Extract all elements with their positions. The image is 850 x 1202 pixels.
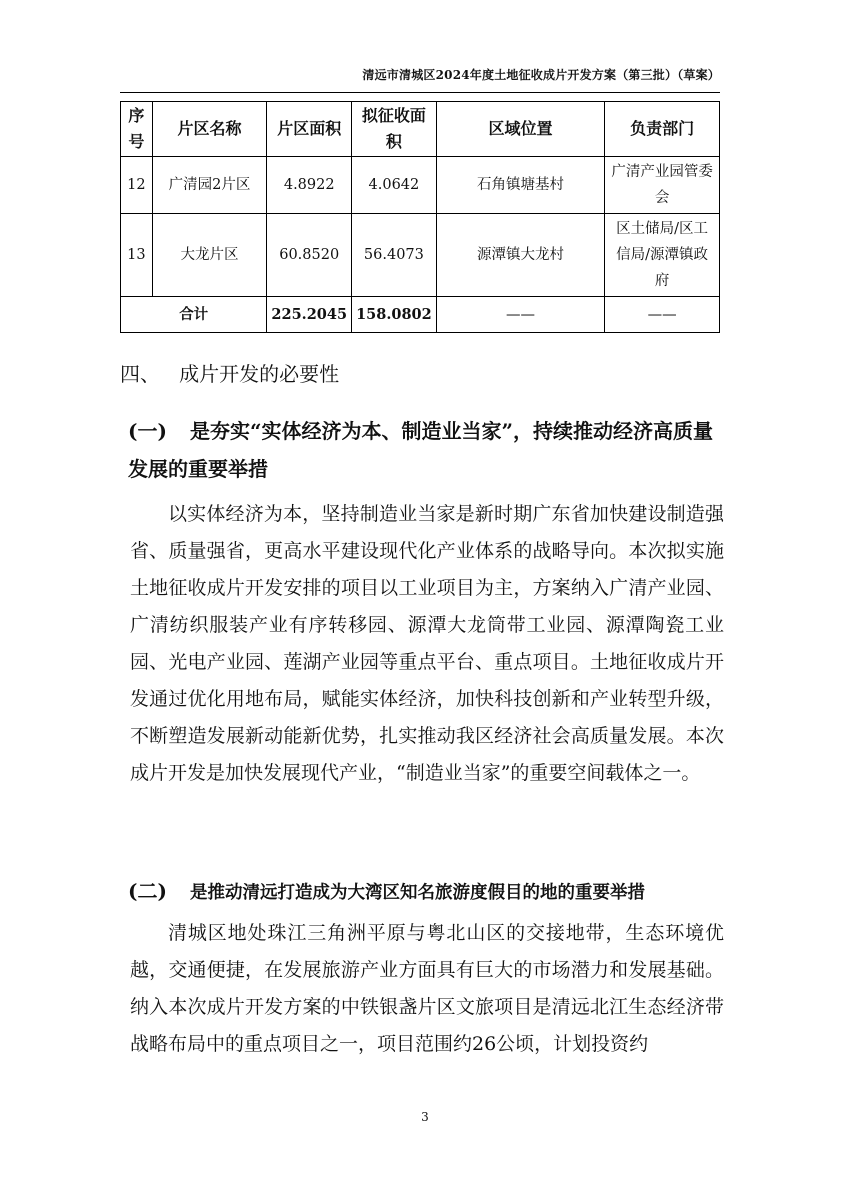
subsection-title: 是夯实“实体经济为本、制造业当家”，持续推动经济高质量发展的重要举措 [128, 419, 714, 481]
total-expropriation: 158.0802 [352, 297, 437, 333]
body-paragraph: 清城区地处珠江三角洲平原与粤北山区的交接地带，生态环境优越，交通便捷，在发展旅游产业方面具有巨大的市场潜力和发展基础。纳入本次成片开发方案的中铁银盏片区文旅项目是清远北江生态经济带战略布局中的重点项目之一，项目范围约26公顷，计划投资约 [130, 922, 724, 1055]
cell-no: 12 [121, 157, 153, 214]
column-header: 片区面积 [267, 102, 352, 157]
table-row [121, 157, 720, 214]
cell-department: 区土储局/区工信局/源潭镇政府 [605, 214, 720, 297]
subsection-number: (一) [128, 419, 167, 443]
total-department: —— [605, 297, 720, 333]
subsection-heading [128, 872, 728, 912]
subsection-number: (二) [128, 879, 167, 903]
column-header: 拟征收面积 [352, 102, 437, 157]
table-row [121, 214, 720, 297]
header-rule [120, 92, 720, 93]
cell-area: 4.8922 [267, 157, 352, 214]
land-table [120, 101, 720, 333]
page-number: 3 [421, 1110, 429, 1124]
column-header: 负责部门 [605, 102, 720, 157]
cell-expropriation: 4.0642 [352, 157, 437, 214]
total-location: —— [436, 297, 604, 333]
table-total-row [121, 297, 720, 333]
table-header-row [121, 102, 720, 157]
cell-location: 石角镇塘基村 [436, 157, 604, 214]
cell-name: 广清园2片区 [152, 157, 267, 214]
total-area: 225.2045 [267, 297, 352, 333]
section-heading: 四、 成片开发的必要性 [120, 362, 340, 386]
body-paragraph: 以实体经济为本，坚持制造业当家是新时期广东省加快建设制造强省、质量强省，更高水平建设现代化产业体系的战略导向。本次拟实施土地征收成片开发安排的项目以工业项目为主，方案纳入广清产业园、广清纺织服装产业有序转移园、源潭大龙筒带工业园、源潭陶瓷工业园、光电产业园、莲湖产业园等重点平台、重点项目。土地征收成片开发通过优化用地布局，赋能实体经济，加快科技创新和产业转型升级，不断塑造发展新动能新优势，扎实推动我区经济社会高质量发展。本次成片开发是加快发展现代产业，“制造业当家”的重要空间载体之一。 [130, 503, 724, 784]
column-header: 片区名称 [152, 102, 267, 157]
total-label: 合计 [121, 297, 267, 333]
cell-name: 大龙片区 [152, 214, 267, 297]
running-header: 清远市清城区2024年度土地征收成片开发方案（第三批）（草案） [362, 68, 720, 82]
cell-area: 60.8520 [267, 214, 352, 297]
cell-department: 广清产业园管委会 [605, 157, 720, 214]
cell-expropriation: 56.4073 [352, 214, 437, 297]
cell-location: 源潭镇大龙村 [436, 214, 604, 297]
column-header: 序号 [121, 102, 153, 157]
column-header: 区域位置 [436, 102, 604, 157]
cell-no: 13 [121, 214, 153, 297]
subsection-title: 是推动清远打造成为大湾区知名旅游度假目的地的重要举措 [190, 883, 645, 903]
subsection-heading [128, 412, 728, 488]
